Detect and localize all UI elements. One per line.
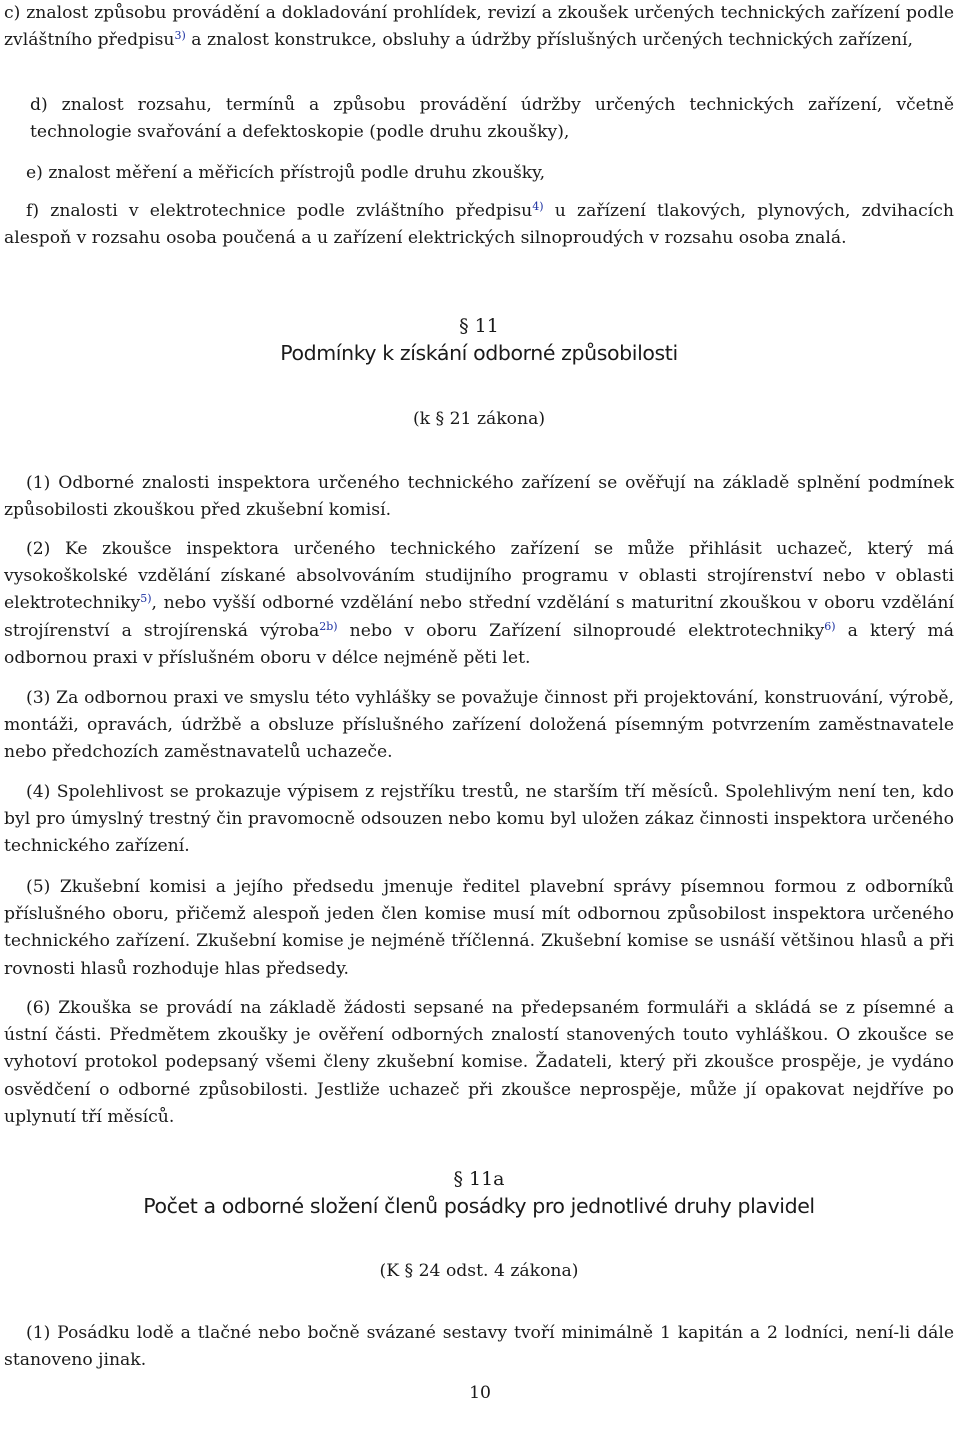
paragraph-2-text: nebo v oboru Zařízení silnoproudé elektrotechniky [337,620,825,641]
footnote-ref[interactable]: 4) [532,200,544,213]
paragraph-2 [4,536,954,672]
section-11a-heading [4,1166,954,1220]
section-number: § 11a [453,1168,505,1190]
law-reference: (K § 24 odst. 4 zákona) [379,1261,579,1281]
law-reference: (k § 21 zákona) [412,409,546,429]
list-item-f-text-after: u zařízení tlakových, plynových, zdvihacích alespoň v rozsahu osoba poučená a u zařízení elektrických silnoproudých v rozsahu osoba znalá. [4,201,954,249]
page-number: 10 [469,1383,491,1403]
paragraph-1: (1) Odborné znalosti inspektora určeného technického zařízení se ověřují na základě splnění podmínek způsobilosti zkouškou před zkušební komisí. [4,473,954,521]
footnote-ref[interactable]: 2b) [319,619,338,633]
footnote-ref[interactable]: 3) [174,29,186,43]
list-item-c-text: c) znalost způsobu provádění a dokladování prohlídek, revizí a zkoušek určených technických zařízení podle zvláštního předpisu [4,3,954,51]
paragraph-6: (6) Zkouška se provádí na základě žádosti sepsané na předepsaném formuláři a skládá se z písemné a ústní části. Předmětem zkoušky je ověření odborných znalostí stanovených touto vyhláškou. O zkoušce se vyhotoví protokol podepsaný všemi členy zkušební komise. Žadateli, který při zkoušce prospěje, je vydáno osvědčení o odborné způsobilosti. Jestliže uchazeč při zkoušce neprospěje, může jí opakovat nejdříve po uplynutí tří měsíců. [4,998,954,1127]
list-item-c-text-after: a znalost konstrukce, obsluhy a údržby příslušných určených technických zařízení, [185,30,913,51]
list-item-f [4,198,954,252]
footnote-ref[interactable]: 6) [824,619,836,633]
list-item-f-text: f) znalosti v elektrotechnice podle zvláštního předpisu [26,201,533,221]
paragraph-2-text: (2) Ke zkoušce inspektora určeného technického zařízení se může přihlásit uchazeč, který má vysokoškolské vzdělání získané absolvováním studijního programu v oblasti strojírenství nebo v oblasti elektrotechniky [4,539,954,614]
section-number: § 11 [459,315,499,337]
paragraph-5: (5) Zkušební komisi a jejího předsedu jmenuje ředitel plavební správy písemnou formou z odborníků příslušného oboru, přičemž alespoň jeden člen komise musí mít odbornou způsobilost inspektora určeného technického zařízení. Zkušební komise je nejméně tříčlenná. Zkušební komise se usnáší většinou hlasů a při rovnosti hlasů rozhoduje hlas předsedy. [4,877,954,979]
paragraph-2-text: a který má odbornou praxi v příslušném oboru v délce nejméně pěti let. [4,620,954,668]
section-title: Počet a odborné složení členů posádky pro jednotlivé druhy plavidel [143,1194,815,1219]
paragraph-3: (3) Za odbornou praxi ve smyslu této vyhlášky se považuje činnost při projektování, konstruování, výrobě, montáži, opravách, údržbě a obsluze příslušného zařízení doložená písemným potvrzením zaměstnavatele nebo předchozích zaměstnavatelů uchazeče. [4,688,954,763]
footnote-ref[interactable]: 5) [140,592,152,606]
paragraph-2-text: , nebo vyšší odborné vzdělání nebo střední vzdělání s maturitní zkouškou v oboru vzdělání strojírenství a strojírenská výroba [4,593,954,641]
paragraph-11a-1: (1) Posádku lodě a tlačné nebo bočně svázané sestavy tvoří minimálně 1 kapitán a 2 lodníci, není-li dále stanoveno jinak. [4,1323,954,1371]
section-title: Podmínky k získání odborné způsobilosti [280,341,678,366]
paragraph-4: (4) Spolehlivost se prokazuje výpisem z rejstříku trestů, ne starším tří měsíců. Spolehlivým není ten, kdo byl pro úmyslný trestný čin pravomocně odsouzen nebo komu byl uložen zákaz činnosti inspektora určeného technického zařízení. [4,782,954,857]
list-item-e [26,160,954,187]
list-item-c [4,0,954,54]
list-item-d [30,92,954,146]
section-11-heading [4,313,954,367]
list-item-e-text: e) znalost měření a měřicích přístrojů podle druhu zkoušky, [26,163,546,183]
list-item-d-text: d) znalost rozsahu, termínů a způsobu provádění údržby určených technických zařízení, včetně technologie svařování a defektoskopie (podle druhu zkoušky), [30,95,954,143]
